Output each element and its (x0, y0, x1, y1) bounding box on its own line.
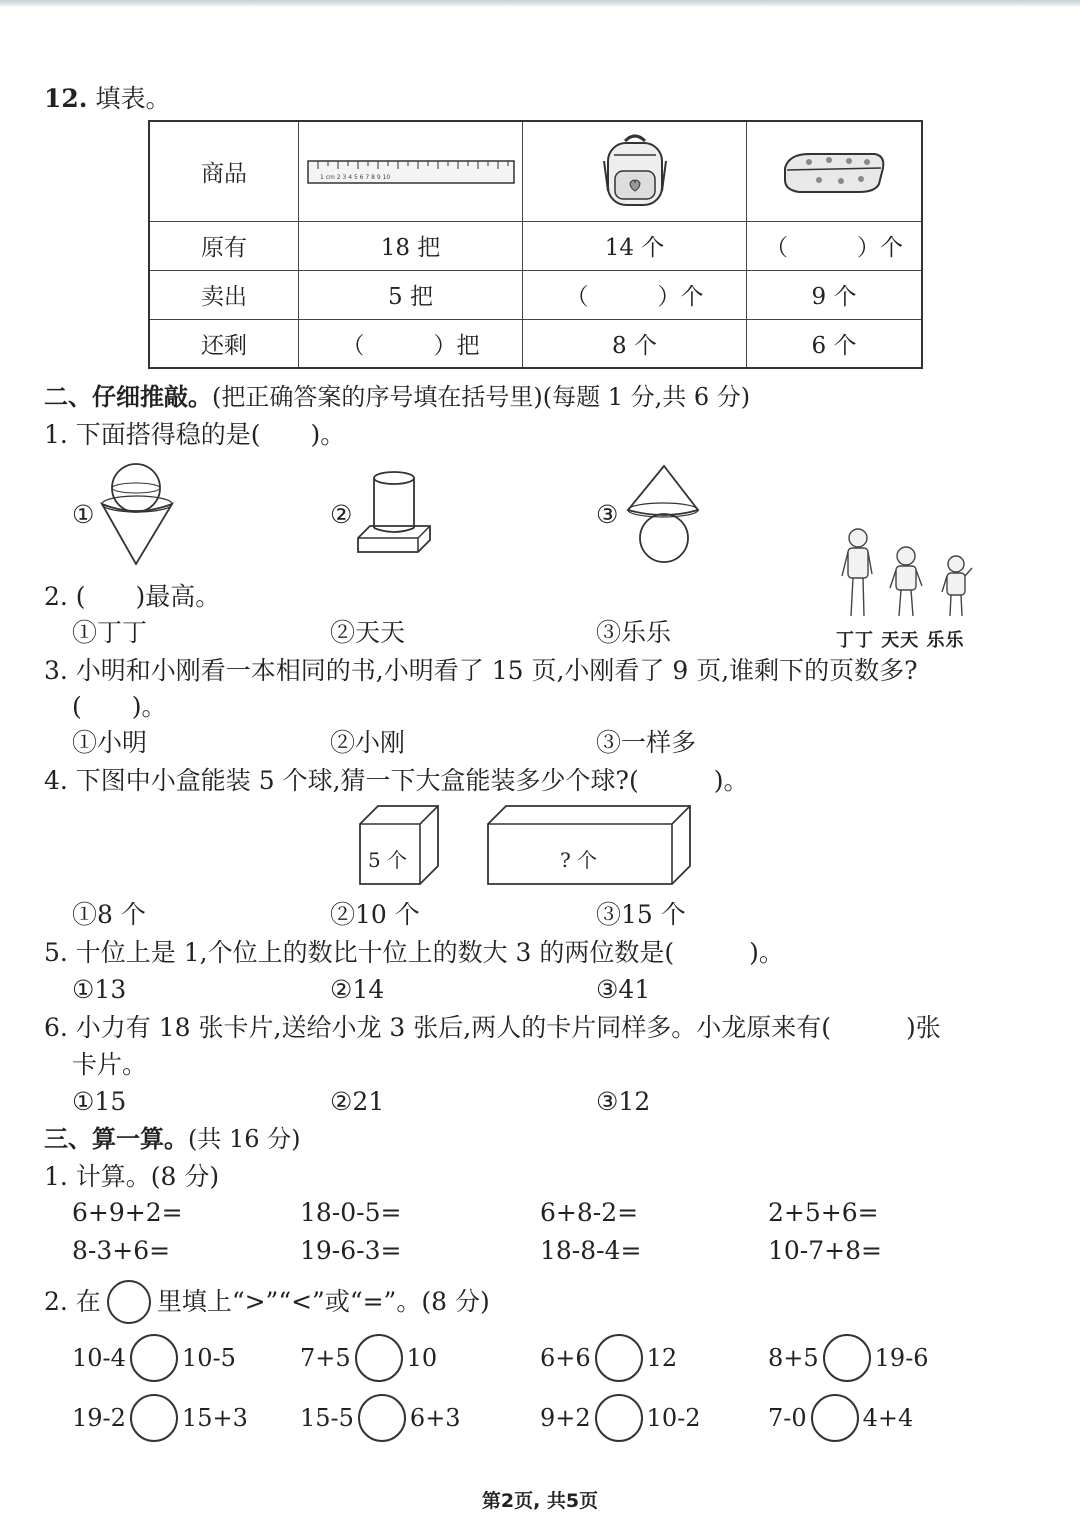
compare-circle[interactable] (811, 1394, 859, 1442)
compare-circle[interactable] (595, 1394, 643, 1442)
compare-right: 4+4 (862, 1404, 914, 1432)
pencil-case-cell (747, 121, 923, 221)
compare-right: 19-6 (874, 1344, 929, 1372)
compare-circle[interactable] (130, 1394, 178, 1442)
table-row (149, 270, 922, 319)
calc-item[interactable]: 8-3+6= (72, 1236, 171, 1265)
s2-q6-option-2[interactable]: ②21 (330, 1087, 385, 1116)
table-row (149, 221, 922, 270)
pencil-case-icon (779, 146, 889, 196)
compare-left: 19-2 (72, 1404, 126, 1432)
section3-note: (共 16 分) (188, 1125, 301, 1153)
compare-item (768, 1334, 929, 1382)
compare-left: 7+5 (300, 1344, 351, 1372)
s2-q5-text: 5. 十位上是 1,个位上的数比十位上的数大 3 的两位数是( )。 (44, 938, 784, 967)
compare-item (540, 1334, 677, 1382)
ruler-cell (299, 121, 523, 221)
circle-blank-icon (107, 1280, 151, 1324)
calc-item[interactable]: 6+8-2= (540, 1198, 639, 1227)
table-row (149, 319, 922, 368)
s2-q5-option-1[interactable]: ①13 (72, 975, 127, 1004)
compare-left: 8+5 (768, 1344, 819, 1372)
compare-circle[interactable] (595, 1334, 643, 1382)
s2-q1-option-1[interactable]: ① (72, 500, 95, 529)
q12-title (44, 84, 170, 114)
row-label-original: 原有 (149, 221, 299, 270)
s3-q2-post: 里填上“>”“<”或“=”。(8 分) (156, 1287, 490, 1316)
table-cell: 6 个 (747, 319, 923, 368)
s2-q2-option-3[interactable]: ③乐乐 (596, 618, 672, 647)
compare-right: 10-5 (181, 1344, 236, 1372)
small-box-label: 5 个 (368, 848, 408, 872)
s2-q2-text: 2. ( )最高。 (44, 582, 221, 611)
compare-item (768, 1394, 913, 1442)
q12-number: 12. (44, 84, 88, 113)
s2-q3-option-2[interactable]: ②小刚 (330, 728, 406, 757)
s2-q6-text2: 卡片。 (72, 1050, 148, 1079)
table-cell: 9 个 (747, 270, 923, 319)
table-cell: 14 个 (523, 221, 747, 270)
compare-item (540, 1394, 701, 1442)
s2-q5-option-3[interactable]: ③41 (596, 975, 651, 1004)
cylinder-on-block-figure (356, 470, 436, 556)
calc-item[interactable]: 2+5+6= (768, 1198, 879, 1227)
row-label-left: 还剩 (149, 319, 299, 368)
calc-item[interactable]: 10-7+8= (768, 1236, 882, 1265)
s2-q1-option-3[interactable]: ③ (596, 500, 619, 529)
compare-left: 6+6 (540, 1344, 591, 1372)
table-cell: 8 个 (523, 319, 747, 368)
s2-q1-text: 1. 下面搭得稳的是( )。 (44, 420, 346, 449)
compare-left: 10-4 (72, 1344, 126, 1372)
kids-caption: 丁丁 天天 乐乐 (836, 630, 965, 651)
compare-right: 10 (406, 1344, 438, 1372)
section3-heading (44, 1124, 301, 1154)
calc-item[interactable]: 6+9+2= (72, 1198, 183, 1227)
compare-circle[interactable] (130, 1334, 178, 1382)
s2-q6-option-1[interactable]: ①15 (72, 1087, 127, 1116)
compare-right: 6+3 (409, 1404, 461, 1432)
s2-q2-option-2[interactable]: ②天天 (330, 618, 406, 647)
compare-right: 10-2 (646, 1404, 701, 1432)
s2-q6-option-3[interactable]: ③12 (596, 1087, 651, 1116)
compare-item (72, 1394, 248, 1442)
goods-table (148, 120, 923, 369)
sphere-on-cone-figure (100, 462, 180, 568)
s3-q2-pre: 2. 在 (44, 1287, 101, 1316)
answer-blank-cell[interactable]: （ ）个 (523, 270, 747, 319)
compare-right: 15+3 (181, 1404, 248, 1432)
s2-q3-text: 3. 小明和小刚看一本相同的书,小明看了 15 页,小刚看了 9 页,谁剩下的页数多? (44, 656, 918, 685)
calc-item[interactable]: 19-6-3= (300, 1236, 402, 1265)
s2-q1-option-2[interactable]: ② (330, 500, 353, 529)
table-cell: 5 把 (299, 270, 523, 319)
answer-blank-cell[interactable]: （ ）个 (747, 221, 923, 270)
page-footer: 第2页, 共5页 (481, 1490, 599, 1512)
compare-circle[interactable] (355, 1334, 403, 1382)
s2-q3-text2: ( )。 (72, 692, 167, 721)
ruler-icon (306, 159, 516, 185)
section2-note: (把正确答案的序号填在括号里)(每题 1 分,共 6 分) (212, 383, 751, 411)
s2-q2-option-1[interactable]: ①丁丁 (72, 618, 148, 647)
q12-text: 填表。 (95, 84, 171, 113)
row-label-goods: 商品 (149, 121, 299, 221)
ruler-scale-text: 1 cm 2 3 4 5 6 7 8 9 10 (319, 173, 390, 181)
s3-q1-title: 1. 计算。(8 分) (44, 1162, 220, 1191)
top-border (0, 0, 1080, 6)
s2-q6-text: 6. 小力有 18 张卡片,送给小龙 3 张后,两人的卡片同样多。小龙原来有( )张 (44, 1013, 941, 1042)
calc-item[interactable]: 18-0-5= (300, 1198, 402, 1227)
s2-q4-text: 4. 下图中小盒能装 5 个球,猜一下大盒能装多少个球?( )。 (44, 766, 749, 795)
big-box-label: ? 个 (560, 848, 598, 872)
section3-title: 三、算一算。 (44, 1125, 188, 1153)
cone-on-sphere-figure (626, 464, 706, 564)
s2-q3-option-3[interactable]: ③一样多 (596, 728, 697, 757)
section2-title: 二、仔细推敲。 (44, 383, 212, 411)
calc-item[interactable]: 18-8-4= (540, 1236, 642, 1265)
s3-q2-title (44, 1280, 490, 1324)
s2-q5-option-2[interactable]: ②14 (330, 975, 385, 1004)
s2-q3-option-1[interactable]: ①小明 (72, 728, 148, 757)
answer-blank-cell[interactable]: （ ）把 (299, 319, 523, 368)
compare-circle[interactable] (823, 1334, 871, 1382)
three-kids-figure (836, 524, 986, 624)
table-row (149, 121, 922, 221)
compare-left: 9+2 (540, 1404, 591, 1432)
compare-item (300, 1334, 437, 1382)
section2-heading (44, 382, 750, 412)
compare-right: 12 (646, 1344, 678, 1372)
s2-q4-option-3[interactable]: ③15 个 (596, 900, 686, 929)
backpack-cell (523, 121, 747, 221)
backpack-icon (600, 131, 670, 211)
compare-left: 7-0 (768, 1404, 807, 1432)
s2-q4-option-2[interactable]: ②10 个 (330, 900, 420, 929)
compare-item (300, 1394, 461, 1442)
s2-q4-option-1[interactable]: ①8 个 (72, 900, 146, 929)
compare-circle[interactable] (358, 1394, 406, 1442)
row-label-sold: 卖出 (149, 270, 299, 319)
compare-left: 15-5 (300, 1404, 354, 1432)
table-cell: 18 把 (299, 221, 523, 270)
compare-item (72, 1334, 236, 1382)
